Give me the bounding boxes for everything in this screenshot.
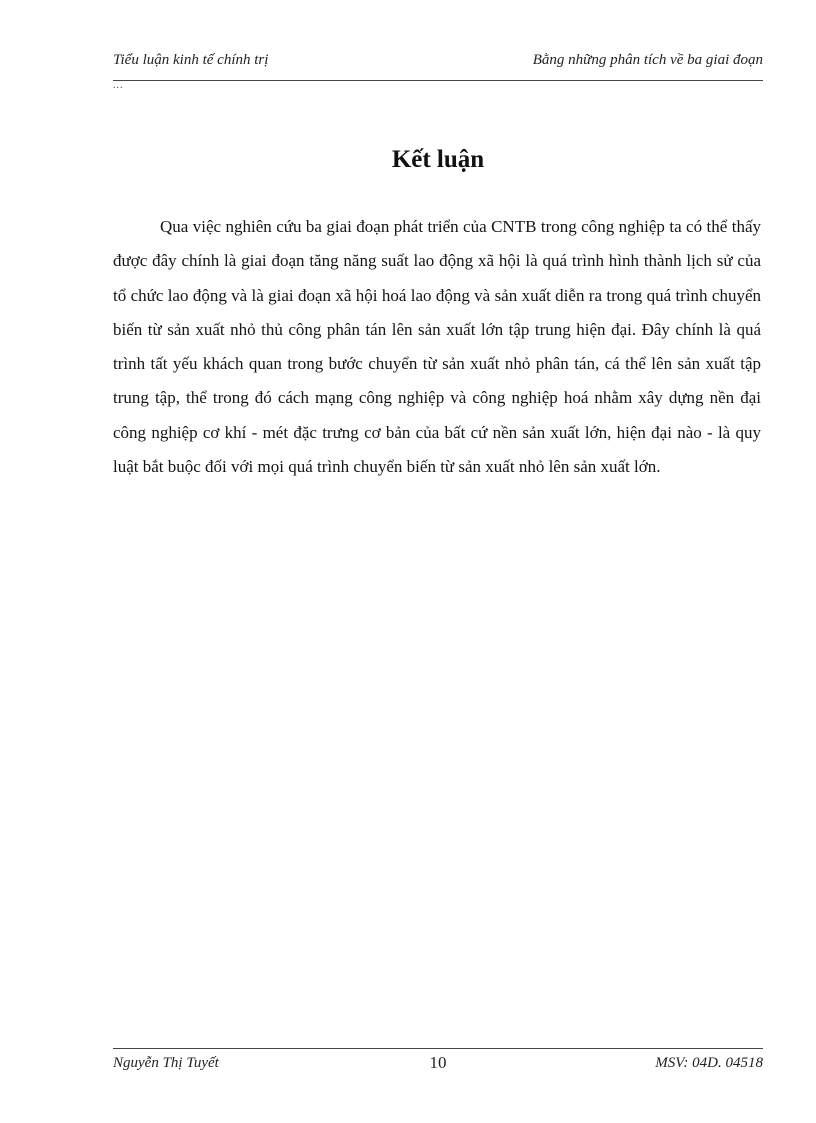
page-footer bbox=[113, 1053, 763, 1075]
header-document-subtitle: Bằng những phân tích về ba giai đoạn bbox=[532, 52, 763, 68]
footer-divider bbox=[113, 1048, 763, 1049]
page-header bbox=[113, 52, 763, 74]
page-title: Kết luận bbox=[391, 146, 485, 173]
footer-student-id: MSV: 04D. 04518 bbox=[655, 1055, 763, 1071]
footer-author: Nguyễn Thị Tuyết bbox=[113, 1055, 219, 1071]
header-divider bbox=[113, 80, 763, 81]
header-course-title: Tiểu luận kinh tế chính trị bbox=[113, 52, 269, 68]
page-number: 10 bbox=[429, 1053, 447, 1072]
conclusion-paragraph: Qua việc nghiên cứu ba giai đoạn phát triển của CNTB trong công nghiệp ta có thể thấy được đây chính là giai đoạn tăng năng suất lao động xã hội là quá trình hình thành lịch sử của tổ chức lao động và là giai đoạn xã hội hoá lao động và sản xuất diễn ra trong quá trình chuyển biến từ sản xuất nhỏ thủ công phân tán lên sản xuất lớn tập trung hiện đại. Đây chính là quá trình tất yếu khách quan trong bước chuyển từ sản xuất nhỏ phân tán, cá thể lên sản xuất tập trung tập, thể trong đó cách mạng công nghiệp và công nghiệp hoá nhằm xây dựng nền đại công nghiệp cơ khí - mét đặc trưng cơ bản của bất cứ nền sản xuất lớn, hiện đại nào - là quy luật bắt buộc đối với mọi quá trình chuyển biến từ sản xuất nhỏ lên sản xuất lớn. bbox=[113, 217, 761, 477]
header-ellipsis: ... bbox=[113, 80, 124, 91]
